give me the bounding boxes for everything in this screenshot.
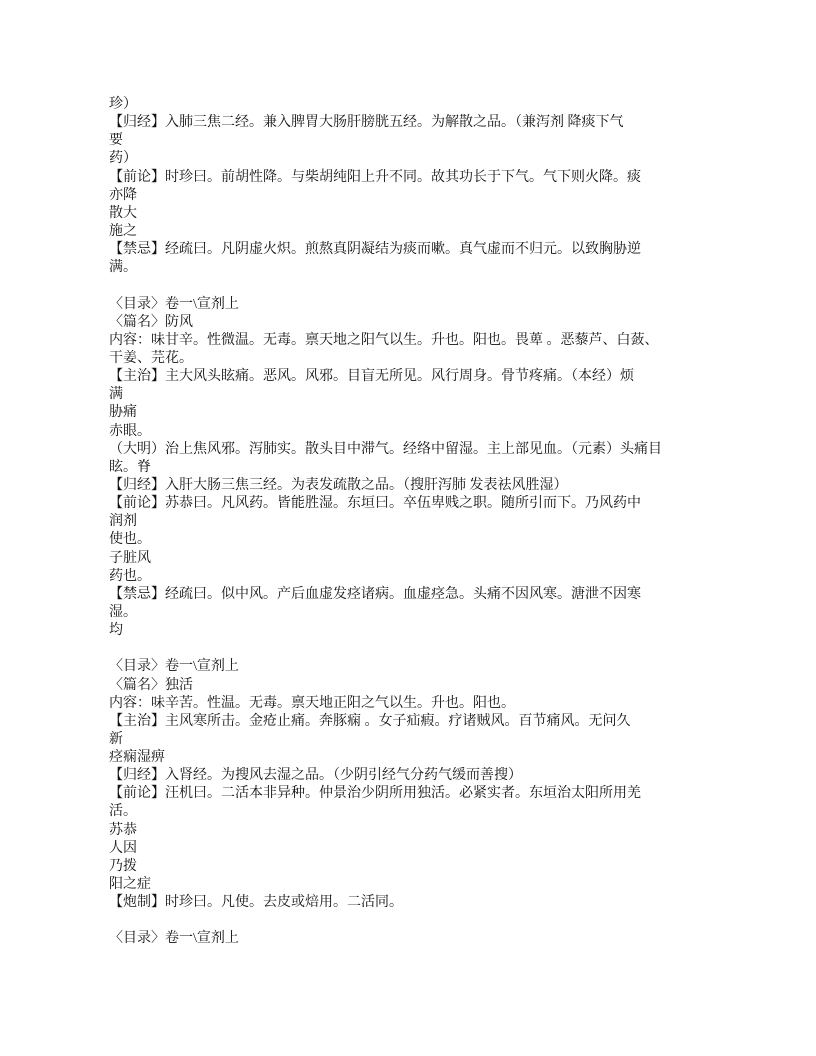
- text-line: 散大: [109, 205, 137, 221]
- text-line: 〈篇名〉防风: [109, 314, 193, 330]
- text-line: 子脏风: [109, 550, 151, 566]
- text-line: 【归经】入肺三焦二经。兼入脾胃大肠肝膀胱五经。为解散之品。（兼泻剂 降痰下气: [109, 115, 624, 131]
- text-line: 药也。: [109, 568, 151, 584]
- text-line: 眩。脊: [109, 459, 151, 475]
- text-line: 药）: [109, 151, 137, 167]
- text-line: 【禁忌】经疏曰。似中风。产后血虚发痉诸病。血虚痉急。头痛不因风寒。溏泄不因寒: [109, 586, 641, 602]
- text-line: 满: [109, 387, 123, 403]
- text-line: 活。: [109, 804, 137, 820]
- text-line: 湿。: [109, 604, 137, 620]
- text-line: 【前论】苏恭曰。凡风药。皆能胜湿。东垣曰。卒伍卑贱之职。随所引而下。乃风药中: [109, 496, 641, 512]
- section-spacer: [109, 912, 689, 930]
- text-line: 〈目录〉卷一\宣剂上: [109, 296, 239, 312]
- text-line: 润剂: [109, 514, 137, 530]
- text-line: 内容：味甘辛。性微温。无毒。禀天地之阳气以生。升也。阳也。畏萆 。恶藜芦、白蔹、: [109, 332, 659, 348]
- text-line: 胁痛: [109, 405, 137, 421]
- document-section: [109, 658, 689, 912]
- text-line: 均: [109, 623, 123, 639]
- text-line: 【炮制】时珍曰。凡使。去皮或焙用。二活同。: [109, 895, 403, 911]
- section-spacer: [109, 640, 689, 658]
- text-line: 满。: [109, 260, 137, 276]
- text-line: 施之: [109, 223, 137, 239]
- text-line: 【前论】时珍曰。前胡性降。与柴胡纯阳上升不同。故其功长于下气。气下则火降。痰: [109, 169, 641, 185]
- document-section: [109, 296, 689, 641]
- text-line: （大明）治上焦风邪。泻肺实。散头目中滞气。经络中留湿。主上部见血。（元素）头痛目: [109, 441, 662, 457]
- text-line: 苏恭: [109, 822, 137, 838]
- text-line: 要: [109, 133, 123, 149]
- text-line: 内容：味辛苦。性温。无毒。禀天地正阳之气以生。升也。阳也。: [109, 695, 515, 711]
- text-line: 【禁忌】经疏曰。凡阴虚火炽。煎熬真阴凝结为痰而嗽。真气虚而不归元。以致胸胁逆: [109, 242, 641, 258]
- text-line: 珍）: [109, 97, 137, 112]
- text-line: 痉痫湿痹: [109, 750, 165, 766]
- text-line: 【主治】主风寒所击。金疮止痛。奔豚痫 。女子疝瘕。疗诸贼风。百节痛风。无问久: [109, 713, 631, 729]
- text-line: 赤眼。: [109, 423, 151, 439]
- text-line: 〈篇名〉独活: [109, 677, 193, 693]
- document-section: [109, 930, 689, 948]
- text-line: 〈目录〉卷一\宣剂上: [109, 931, 239, 947]
- text-line: 人因: [109, 840, 137, 856]
- text-line: 【归经】入肾经。为搜风去湿之品。（少阴引经气分药气缓而善搜）: [109, 768, 522, 784]
- document-body: [109, 96, 689, 949]
- document-section: [109, 96, 689, 277]
- text-line: 亦降: [109, 187, 137, 203]
- text-line: 〈目录〉卷一\宣剂上: [109, 659, 239, 675]
- text-line: 【前论】汪机曰。二活本非异种。仲景治少阴所用独活。必紧实者。东垣治太阳所用羌: [109, 786, 641, 802]
- text-line: 干姜、芫花。: [109, 350, 193, 366]
- text-line: 【主治】主大风头眩痛。恶风。风邪。目盲无所见。风行周身。骨节疼痛。（本经）烦: [109, 369, 634, 385]
- text-line: 【归经】入肝大肠三焦三经。为表发疏散之品。（搜肝泻肺 发表祛风胜湿）: [109, 477, 568, 493]
- section-spacer: [109, 277, 689, 295]
- text-line: 新: [109, 731, 123, 747]
- text-line: 使也。: [109, 532, 151, 548]
- text-line: 乃拨: [109, 858, 137, 874]
- text-line: 阳之症: [109, 877, 151, 893]
